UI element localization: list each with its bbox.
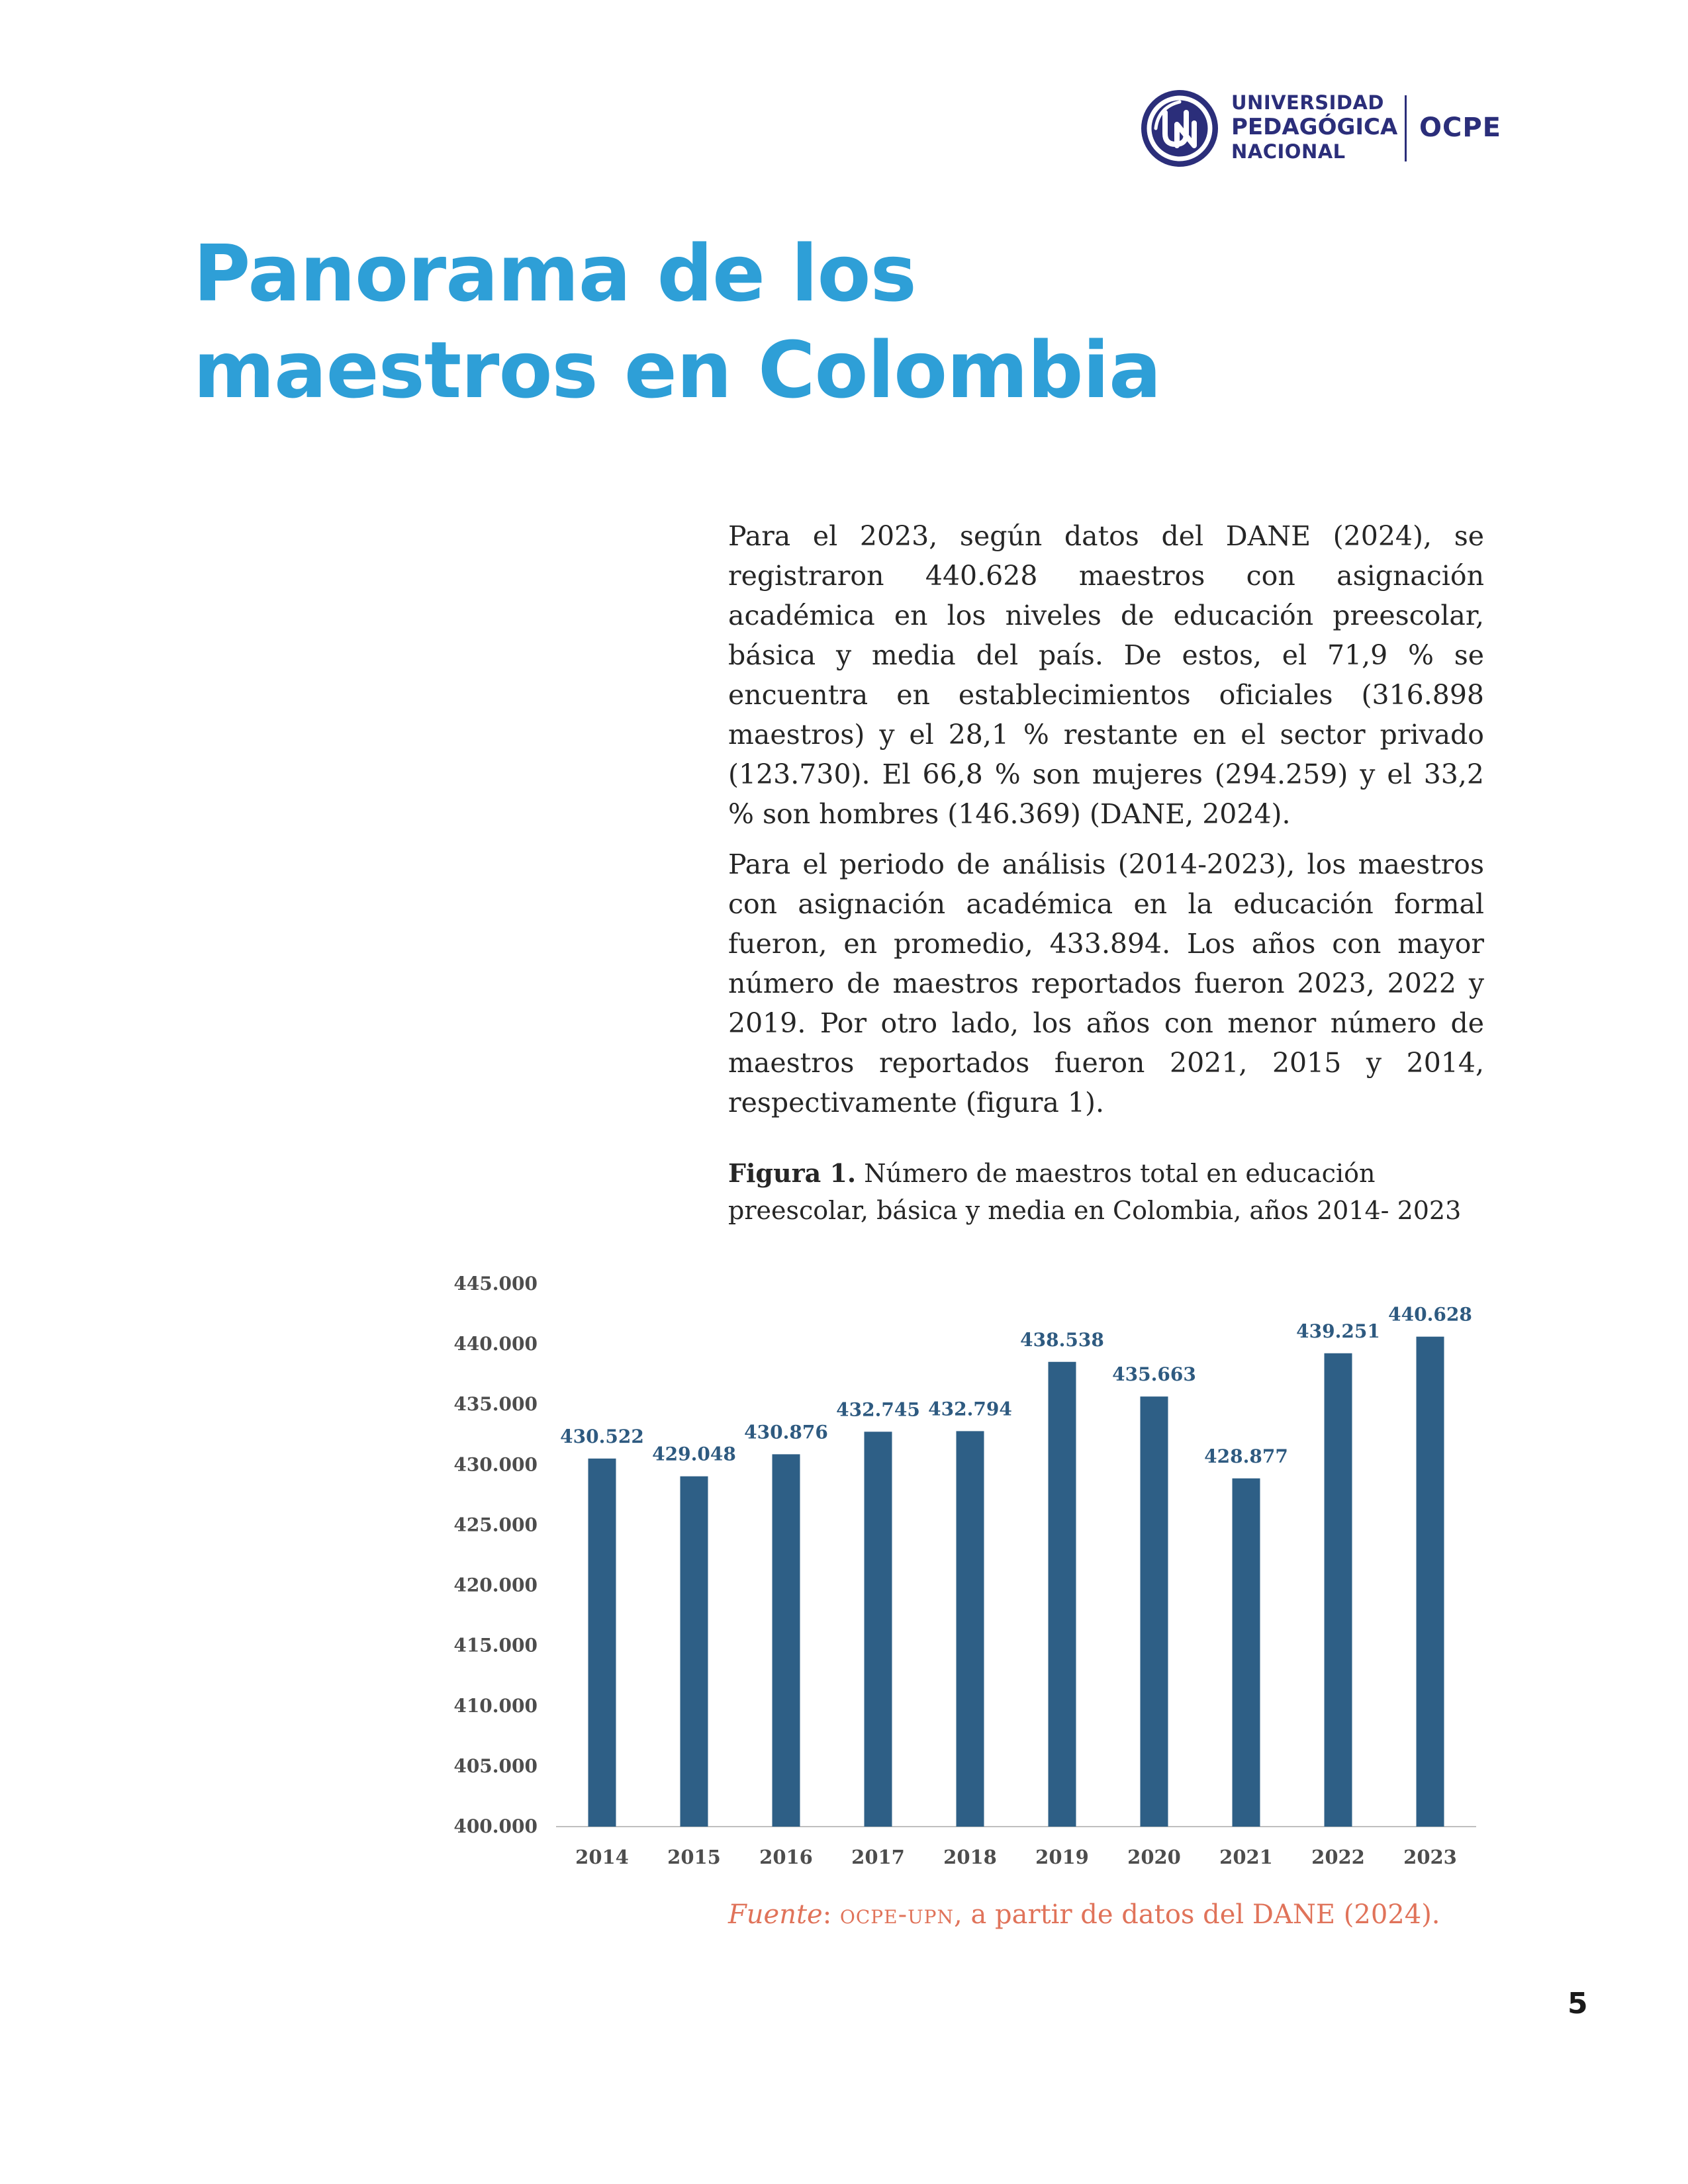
bar xyxy=(1325,1353,1352,1827)
y-tick-label: 410.000 xyxy=(453,1694,538,1717)
x-tick-label: 2020 xyxy=(1127,1846,1181,1868)
data-label: 440.628 xyxy=(1388,1303,1472,1326)
y-tick-label: 405.000 xyxy=(453,1754,538,1777)
figure-label: Figura 1. xyxy=(728,1158,857,1188)
logo-line-1: UNIVERSIDAD xyxy=(1231,91,1384,114)
logo-divider xyxy=(1405,95,1407,161)
x-tick-label: 2022 xyxy=(1311,1846,1365,1868)
university-logo xyxy=(1139,86,1501,172)
logo-wordmark xyxy=(1231,91,1430,163)
upn-emblem-icon xyxy=(1139,87,1221,169)
bar xyxy=(773,1454,800,1827)
bar xyxy=(957,1431,984,1827)
source-org: ocpe-upn xyxy=(839,1899,955,1930)
data-label: 439.251 xyxy=(1296,1320,1380,1342)
data-label: 430.522 xyxy=(560,1425,644,1447)
source-label: Fuente xyxy=(728,1899,823,1930)
x-tick-label: 2016 xyxy=(759,1846,813,1868)
bar xyxy=(1141,1396,1168,1827)
y-tick-label: 425.000 xyxy=(453,1514,538,1536)
bar-chart xyxy=(437,1271,1496,1880)
y-tick-label: 440.000 xyxy=(453,1333,538,1355)
title-line-1: Panorama de los xyxy=(193,228,916,319)
paragraph-2: Para el periodo de análisis (2014-2023), los maestros con asignación académica en la educación formal fueron, en promedio, 433.894. Los años con mayor número de maestros reportados fueron 2023, 2022 y 2019. Por otro lado, los años con menor número de maestros reportados fueron 2021, 2015 y 2014, respectivamente (figura 1). xyxy=(728,848,1484,1118)
bar xyxy=(588,1459,616,1827)
bar xyxy=(680,1477,708,1827)
logo-line-2: PEDAGÓGICA xyxy=(1231,114,1398,140)
x-tick-label: 2018 xyxy=(943,1846,997,1868)
data-label: 432.745 xyxy=(836,1398,920,1421)
y-tick-label: 430.000 xyxy=(453,1453,538,1476)
figure-caption-text: Número de maestros total en educación preescolar, básica y media en Colombia, años 2014- 2023 xyxy=(728,1159,1462,1225)
x-tick-label: 2015 xyxy=(667,1846,721,1868)
page-number: 5 xyxy=(1568,1987,1588,2021)
page-title xyxy=(193,225,1451,418)
x-tick-label: 2019 xyxy=(1035,1846,1089,1868)
bar xyxy=(1049,1362,1076,1827)
bar xyxy=(865,1432,892,1827)
y-tick-label: 400.000 xyxy=(453,1815,538,1837)
data-label: 438.538 xyxy=(1020,1328,1104,1351)
figure-source xyxy=(728,1899,1523,1930)
data-label: 428.877 xyxy=(1204,1445,1288,1467)
x-tick-label: 2017 xyxy=(851,1846,905,1868)
data-label: 435.663 xyxy=(1112,1363,1196,1386)
figure-caption xyxy=(728,1155,1484,1229)
bar xyxy=(1233,1479,1260,1827)
y-tick-label: 435.000 xyxy=(453,1393,538,1416)
title-line-2: maestros en Colombia xyxy=(193,324,1161,416)
y-tick-label: 415.000 xyxy=(453,1634,538,1657)
y-tick-label: 445.000 xyxy=(453,1273,538,1295)
unit-name: OCPE xyxy=(1419,113,1501,143)
source-separator: : xyxy=(822,1899,840,1930)
x-tick-label: 2014 xyxy=(575,1846,629,1868)
data-label: 430.876 xyxy=(744,1421,828,1443)
logo-line-3: NACIONAL xyxy=(1231,140,1346,163)
data-label: 432.794 xyxy=(928,1398,1012,1420)
chart-svg xyxy=(437,1271,1496,1880)
bar xyxy=(1417,1337,1444,1827)
y-tick-label: 420.000 xyxy=(453,1574,538,1596)
body-text xyxy=(728,516,1484,1133)
data-label: 429.048 xyxy=(652,1443,736,1465)
x-tick-label: 2023 xyxy=(1403,1846,1457,1868)
source-rest: , a partir de datos del DANE (2024). xyxy=(954,1899,1440,1930)
x-tick-label: 2021 xyxy=(1219,1846,1273,1868)
paragraph-1: Para el 2023, según datos del DANE (2024), se registraron 440.628 maestros con asignación académica en los niveles de educación preescolar, básica y media del país. De estos, el 71,9 % se encuentra en establecimientos oficiales (316.898 maestros) y el 28,1 % restante en el sector privado (123.730). El 66,8 % son mujeres (294.259) y el 33,2 % son hombres (146.369) (DANE, 2024). xyxy=(728,520,1484,830)
